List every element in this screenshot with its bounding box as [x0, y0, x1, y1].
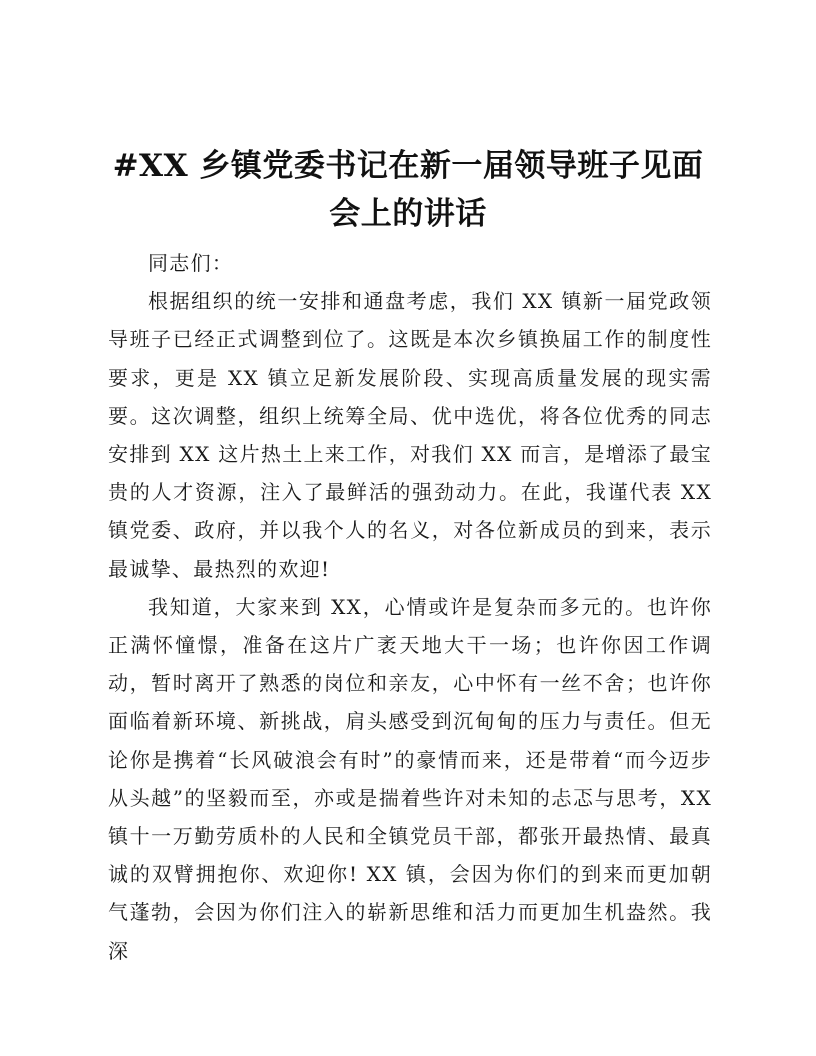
paragraph-1: 根据组织的统一安排和通盘考虑，我们 XX 镇新一届党政领导班子已经正式调整到位了。这既是本次乡镇换届工作的制度性要求，更是 XX 镇立足新发展阶段、实现高质量发展的现实需要。这次调整，组织上统筹全局、优中选优，将各位优秀的同志安排到 XX 这片热土上来工作，对我们 XX 而言，是增添了最宝贵的人才资源，注入了最鲜活的强劲动力。在此，我谨代表 XX 镇党委、政府，并以我个人的名义，对各位新成员的到来，表示最诚挚、最热烈的欢迎! [108, 289, 712, 581]
document-body [108, 244, 712, 970]
salutation: 同志们： [148, 251, 234, 275]
paragraph-2: 我知道，大家来到 XX，心情或许是复杂而多元的。也许你正满怀憧憬，准备在这片广袤天地大干一场；也许你因工作调动，暂时离开了熟悉的岗位和亲友，心中怀有一丝不舍；也许你面临着新环境、新挑战，肩头感受到沉甸甸的压力与责任。但无论你是携着“长风破浪会有时”的豪情而来，还是带着“而今迈步从头越”的坚毅而至，亦或是揣着些许对未知的忐忑与思考，XX 镇十一万勤劳质朴的人民和全镇党员干部，都张开最热情、最真诚的双臂拥抱你、欢迎你! XX 镇，会因为你们的到来而更加朝气蓬勃，会因为你们注入的崭新思维和活力而更加生机盎然。我深 [108, 594, 712, 963]
document-title: #XX 乡镇党委书记在新一届领导班子见面会上的讲话 [112, 148, 704, 232]
